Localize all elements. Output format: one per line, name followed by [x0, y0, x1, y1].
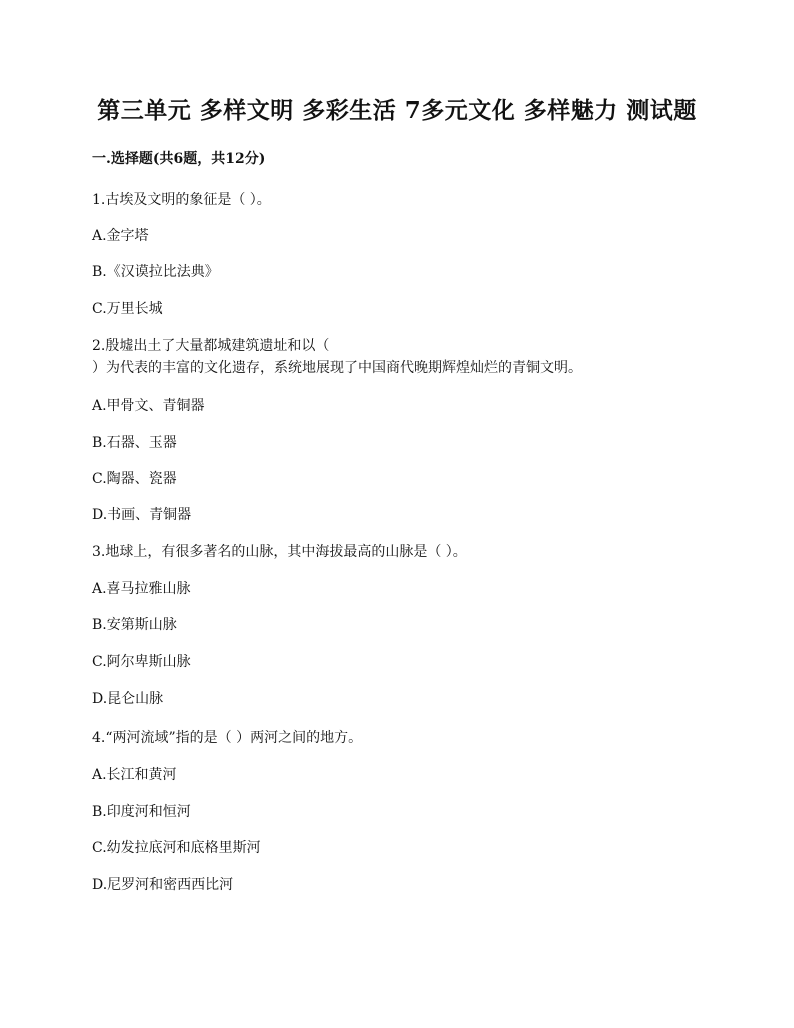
question-stem-line-1: 2.殷墟出土了大量都城建筑遗址和以（	[92, 338, 330, 354]
option-c: C.阿尔卑斯山脉	[92, 654, 191, 670]
option-b: B.安第斯山脉	[92, 617, 177, 633]
option-a: A.甲骨文、青铜器	[92, 398, 205, 414]
option-a: A.金字塔	[92, 228, 149, 244]
question-stem: 4.“两河流域”指的是（ ）两河之间的地方。	[92, 730, 363, 746]
option-a: A.长江和黄河	[92, 767, 177, 783]
page-title: 第三单元 多样文明 多彩生活 7多元文化 多样魅力 测试题	[97, 97, 697, 124]
option-c: C.陶器、瓷器	[92, 471, 177, 487]
question-stem: 1.古埃及文明的象征是（ ）。	[92, 192, 271, 208]
option-d: D.书画、青铜器	[92, 507, 192, 523]
option-b: B.《汉谟拉比法典》	[92, 264, 219, 280]
option-d: D.昆仑山脉	[92, 691, 164, 707]
section-heading: 一.选择题(共6题，共12分)	[92, 151, 266, 167]
option-c: C.万里长城	[92, 301, 163, 317]
option-a: A.喜马拉雅山脉	[92, 581, 191, 597]
question-stem: 3.地球上，有很多著名的山脉，其中海拔最高的山脉是（ ）。	[92, 544, 467, 560]
option-b: B.石器、玉器	[92, 435, 177, 451]
option-b: B.印度河和恒河	[92, 804, 191, 820]
option-d: D.尼罗河和密西西比河	[92, 877, 234, 893]
question-stem-line-2: ）为代表的丰富的文化遗存，系统地展现了中国商代晚期辉煌灿烂的青铜文明。	[92, 360, 582, 376]
option-c: C.幼发拉底河和底格里斯河	[92, 840, 261, 856]
